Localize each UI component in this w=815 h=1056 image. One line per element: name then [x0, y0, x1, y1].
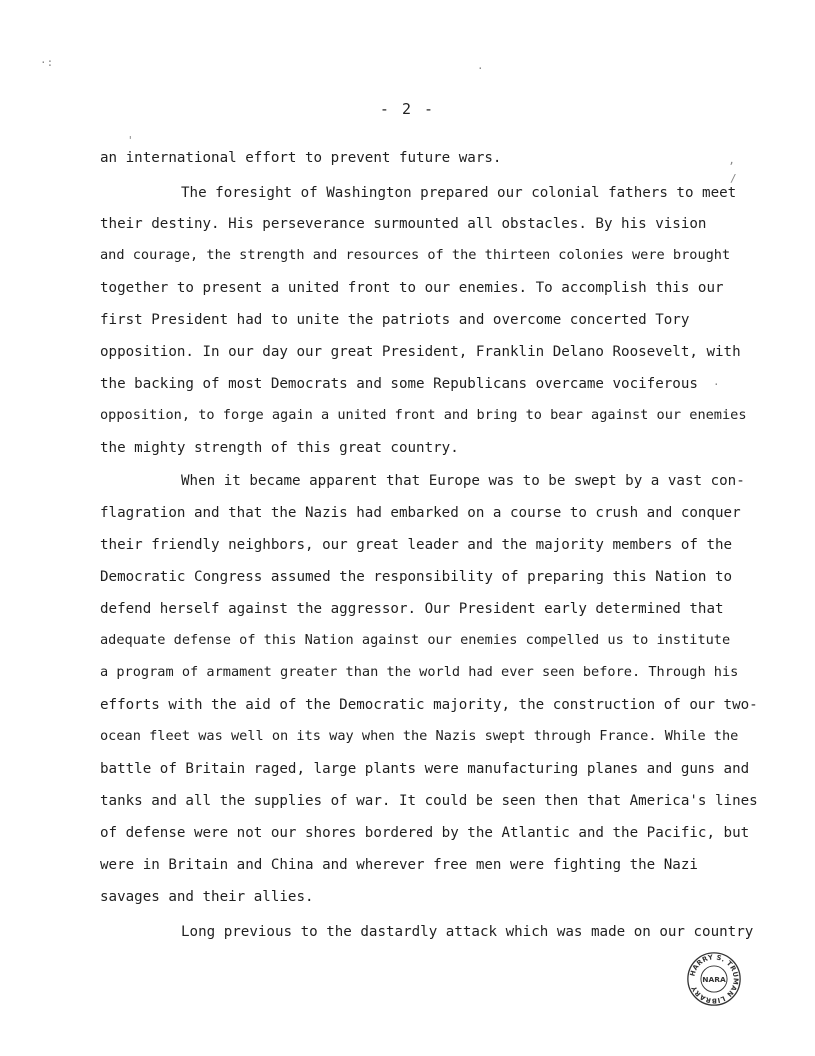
text-line: of defense were not our shores bordered by the Atlantic and the Pacific, but [100, 825, 750, 841]
seal-ring-text: HARRY S. TRUMAN LIBRARY [688, 953, 740, 1005]
margin-mark: · [713, 378, 720, 391]
margin-mark: ʼ [728, 160, 735, 173]
margin-mark: ' [127, 134, 134, 147]
text-line: Democratic Congress assumed the responsibility of preparing this Nation to [100, 569, 733, 585]
text-line: tanks and all the supplies of war. It could be seen then that America's lines [100, 793, 758, 809]
text-line: their friendly neighbors, our great leader and the majority members of the [100, 537, 733, 553]
text-line: their destiny. His perseverance surmounted all obstacles. By his vision [100, 216, 707, 232]
text-line: and courage, the strength and resources of the thirteen colonies were brought [100, 247, 731, 263]
text-line: adequate defense of this Nation against our enemies compelled us to institute [100, 632, 731, 648]
text-line: opposition. In our day our great President, Franklin Delano Roosevelt, with [100, 344, 741, 360]
text-line: When it became apparent that Europe was to be swept by a vast con- [181, 473, 745, 489]
text-line: efforts with the aid of the Democratic majority, the construction of our two- [100, 697, 758, 713]
library-seal-icon [686, 951, 742, 1007]
text-line: together to present a united front to our enemies. To accomplish this our [100, 280, 724, 296]
text-line: a program of armament greater than the world had ever seen before. Through his [100, 664, 739, 680]
text-line: flagration and that the Nazis had embarked on a course to crush and conquer [100, 505, 741, 521]
text-line: first President had to unite the patriots and overcome concerted Tory [100, 312, 690, 328]
text-line: The foresight of Washington prepared our colonial fathers to meet [181, 185, 737, 201]
text-line: an international effort to prevent future wars. [100, 150, 502, 166]
page-number: - 2 - [379, 100, 436, 118]
text-line: battle of Britain raged, large plants were manufacturing planes and guns and [100, 761, 750, 777]
text-line: the backing of most Democrats and some Republicans overcame vociferous [100, 376, 698, 392]
text-line: the mighty strength of this great country. [100, 440, 459, 456]
text-line: savages and their allies. [100, 889, 314, 905]
margin-mark: / [730, 172, 737, 185]
seal-center-text: NARA [702, 974, 726, 984]
text-line: defend herself against the aggressor. Our President early determined that [100, 601, 724, 617]
text-line: Long previous to the dastardly attack which was made on our country [181, 924, 754, 940]
margin-mark: ·: [40, 56, 54, 69]
text-line: were in Britain and China and wherever free men were fighting the Nazi [100, 857, 698, 873]
margin-mark: · [477, 62, 484, 75]
text-line: ocean fleet was well on its way when the Nazis swept through France. While the [100, 728, 739, 744]
text-line: opposition, to forge again a united front and bring to bear against our enemies [100, 407, 747, 423]
